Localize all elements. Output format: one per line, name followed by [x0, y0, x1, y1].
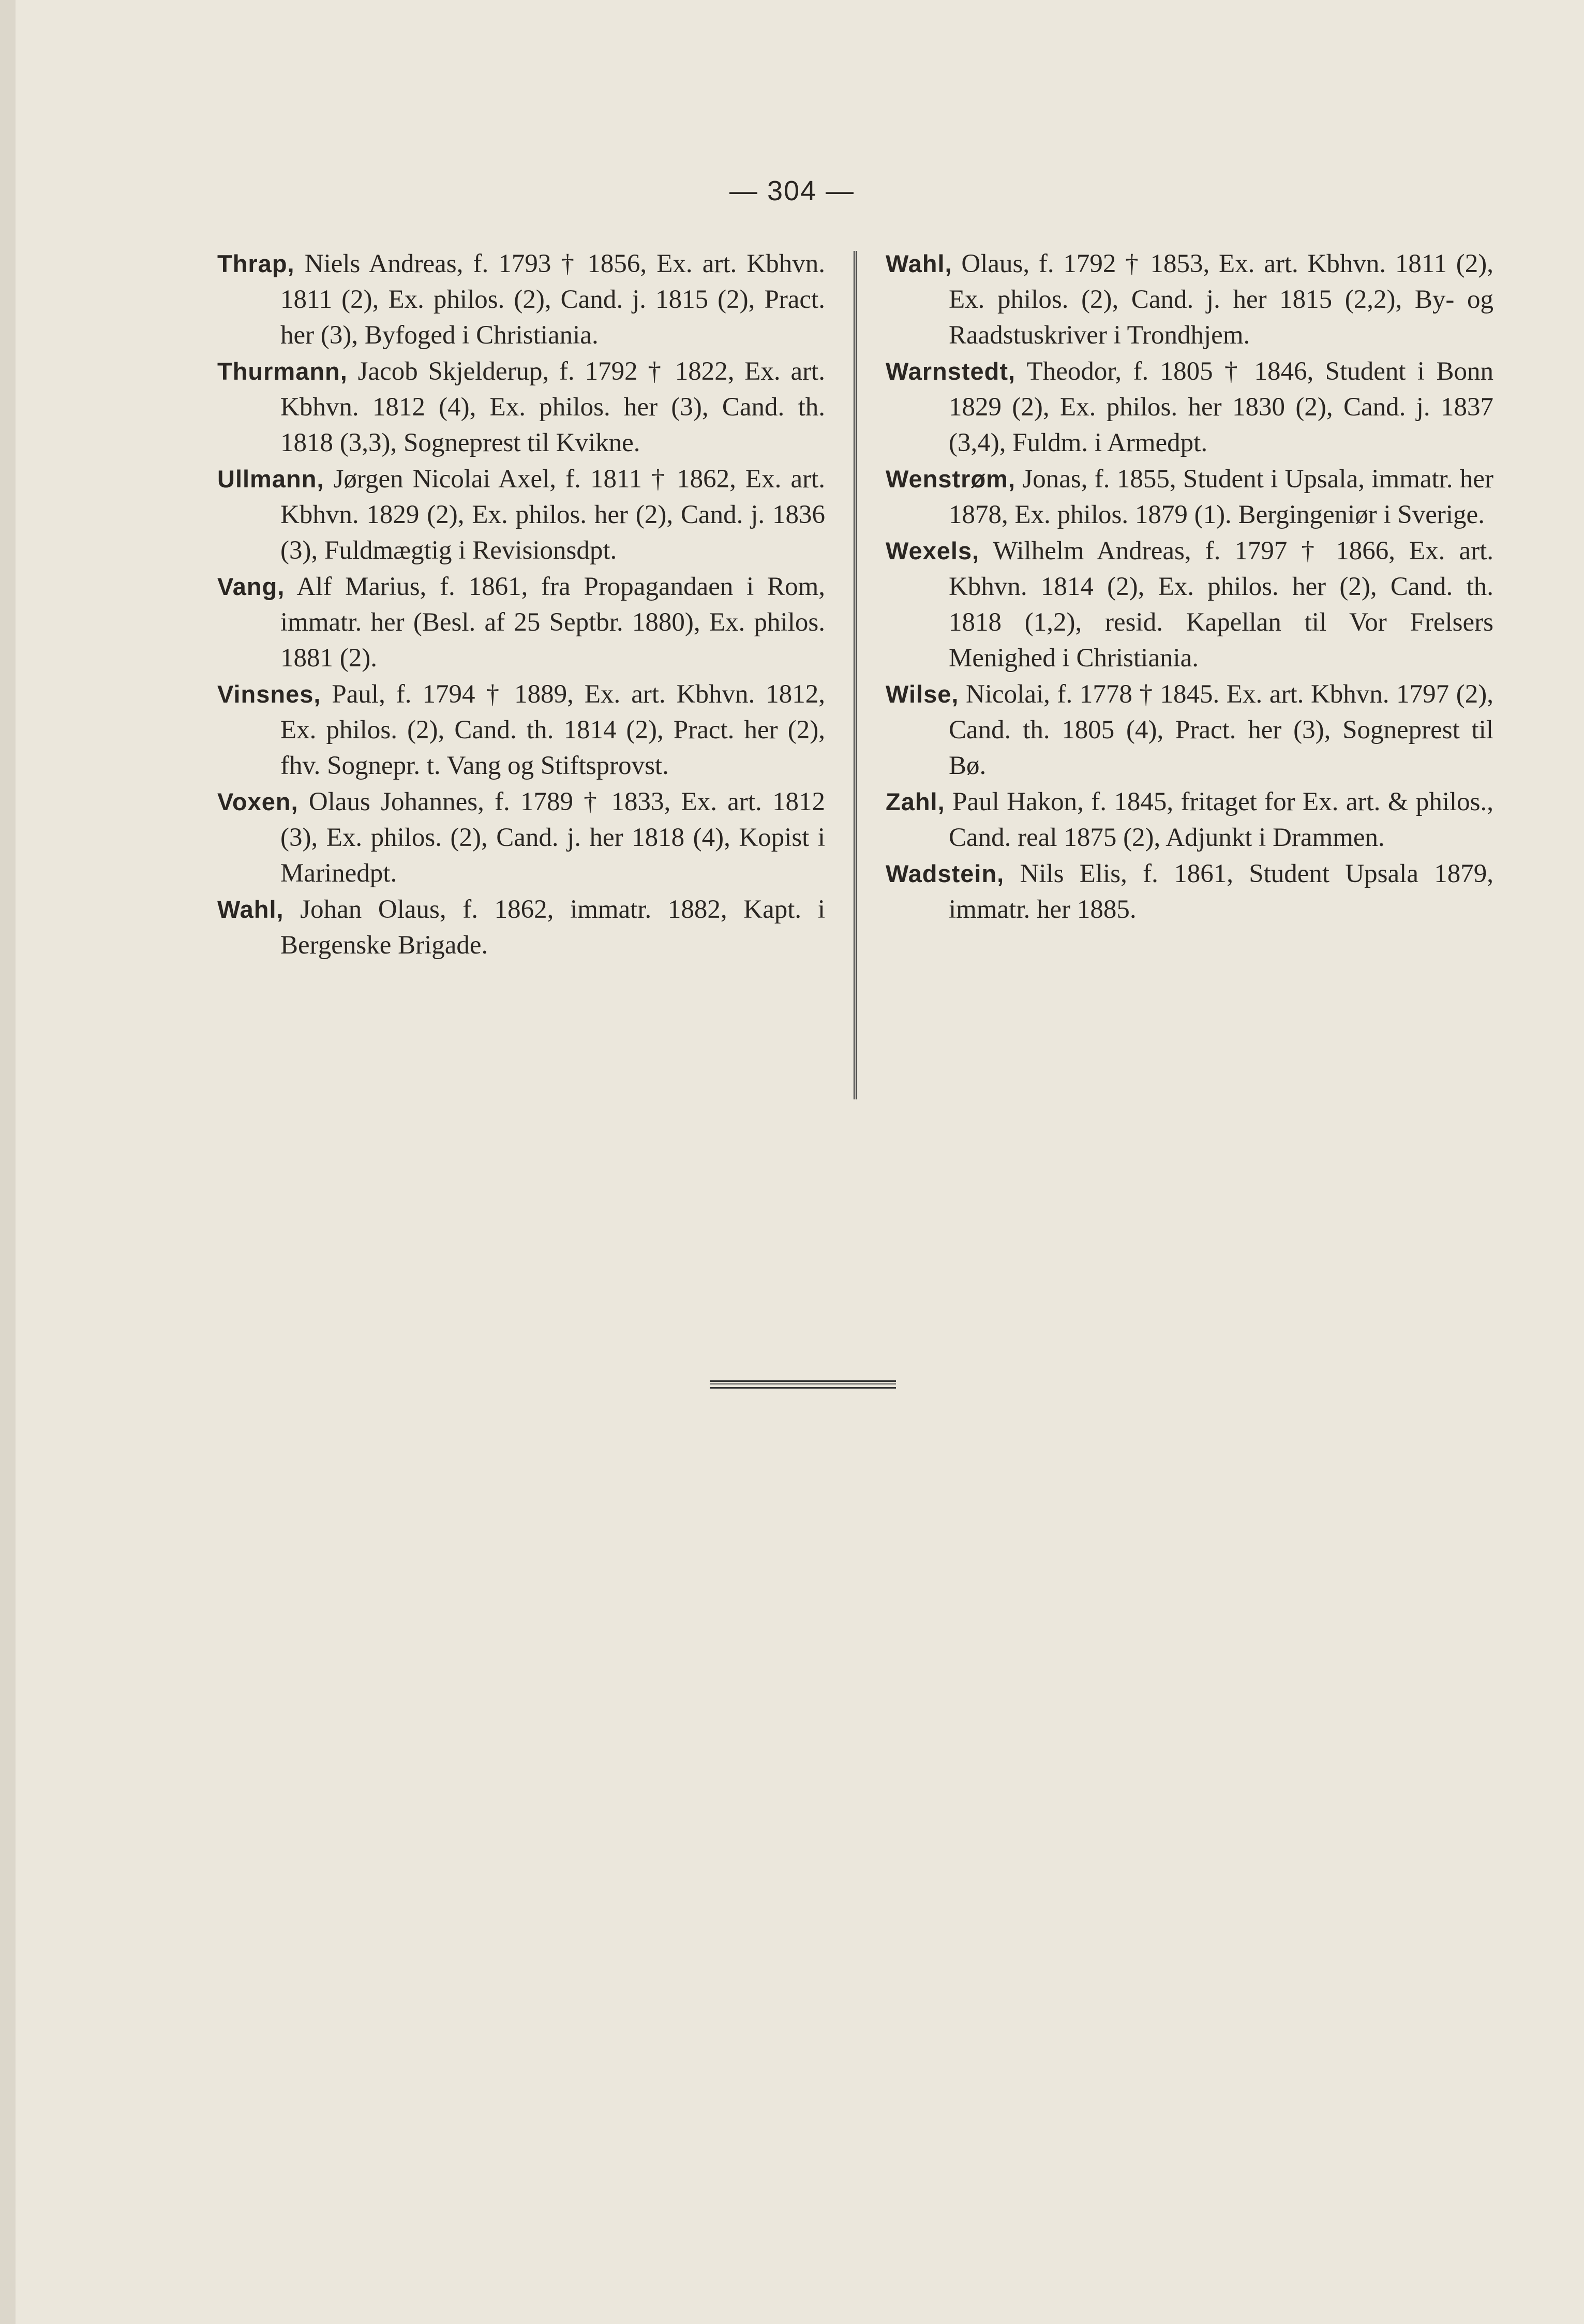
entry-text: Johan Olaus, f. 1862, immatr. 1882, Kapt. i Bergenske Brigade.: [280, 895, 826, 960]
page-edge: [0, 0, 16, 2324]
entry-name: Wahl,: [217, 896, 284, 923]
entry-text: Theodor, f. 1805 † 1846, Student i Bonn 1829 (2), Ex. philos. her 1830 (2), Cand. j. 1837 (3,4), Fuldm. i Armedpt.: [949, 357, 1493, 457]
entry: [886, 856, 1493, 928]
page-number: — 304 —: [729, 175, 855, 206]
column-divider: [854, 251, 857, 1099]
entry: [217, 784, 825, 891]
entry: [217, 246, 825, 353]
entry: [886, 246, 1493, 353]
entry-text: Jonas, f. 1855, Student i Upsala, immatr. her 1878, Ex. philos. 1879 (1). Bergingeniør i Sverige.: [949, 465, 1494, 529]
entry-text: Wilhelm Andreas, f. 1797 † 1866, Ex. art. Kbhvn. 1814 (2), Ex. philos. her (2), Cand. th. 1818 (1,2), resid. Kapellan til Vor Frelsers Menighed i Christiania.: [949, 537, 1493, 673]
entry: [217, 569, 825, 676]
entry: [886, 533, 1493, 676]
entry: [886, 353, 1493, 461]
entry-text: Alf Marius, f. 1861, fra Propagandaen i Rom, immatr. her (Besl. af 25 Septbr. 1880), Ex. philos. 1881 (2).: [280, 572, 825, 673]
left-column: [217, 246, 825, 963]
end-rule: [710, 1380, 896, 1389]
entry: [886, 461, 1493, 533]
entry-name: Wadstein,: [886, 860, 1005, 887]
right-column: [886, 246, 1493, 928]
entry-name: Warnstedt,: [886, 357, 1016, 385]
entry-name: Wexels,: [886, 537, 980, 564]
entry: [217, 461, 825, 569]
entry-text: Olaus, f. 1792 † 1853, Ex. art. Kbhvn. 1811 (2), Ex. philos. (2), Cand. j. her 1815 (2,2), By- og Raadstuskriver i Trondhjem.: [949, 249, 1493, 350]
entry-text: Paul Hakon, f. 1845, fritaget for Ex. art. & philos., Cand. real 1875 (2), Adjunkt i Drammen.: [949, 787, 1494, 852]
entry: [886, 784, 1493, 856]
entry-name: Vang,: [217, 573, 285, 600]
entry-text: Paul, f. 1794 † 1889, Ex. art. Kbhvn. 1812, Ex. philos. (2), Cand. th. 1814 (2), Pract. her (2), fhv. Sognepr. t. Vang og Stiftsprovst.: [280, 680, 825, 780]
entry-text: Nicolai, f. 1778 † 1845. Ex. art. Kbhvn. 1797 (2), Cand. th. 1805 (4), Pract. her (3), Sogneprest til Bø.: [949, 680, 1494, 780]
entry: [217, 676, 825, 784]
entry: [217, 353, 825, 461]
entry-name: Thrap,: [217, 250, 295, 277]
entry-text: Nils Elis, f. 1861, Student Upsala 1879, immatr. her 1885.: [949, 859, 1493, 924]
entry-name: Wahl,: [886, 250, 952, 277]
entry-name: Ullmann,: [217, 465, 324, 493]
entry: [217, 891, 825, 963]
entry-name: Thurmann,: [217, 357, 348, 385]
entry-text: Olaus Johannes, f. 1789 † 1833, Ex. art. 1812 (3), Ex. philos. (2), Cand. j. her 1818 (4), Kopist i Marinedpt.: [280, 787, 825, 888]
entry-text: Jørgen Nicolai Axel, f. 1811 † 1862, Ex. art. Kbhvn. 1829 (2), Ex. philos. her (2), Cand. j. 1836 (3), Fuldmægtig i Revisionsdpt.: [280, 465, 826, 565]
entry-name: Wenstrøm,: [886, 465, 1015, 493]
entry-name: Voxen,: [217, 788, 298, 815]
entry-text: Jacob Skjelderup, f. 1792 † 1822, Ex. art. Kbhvn. 1812 (4), Ex. philos. her (3), Cand. th. 1818 (3,3), Sogneprest til Kvikne.: [280, 357, 825, 457]
entry-name: Vinsnes,: [217, 680, 321, 708]
entry-name: Wilse,: [886, 680, 959, 708]
entry: [886, 676, 1493, 784]
entry-name: Zahl,: [886, 788, 945, 815]
entry-text: Niels Andreas, f. 1793 † 1856, Ex. art. Kbhvn. 1811 (2), Ex. philos. (2), Cand. j. 1815 (2), Pract. her (3), Byfoged i Christiania.: [280, 249, 825, 350]
